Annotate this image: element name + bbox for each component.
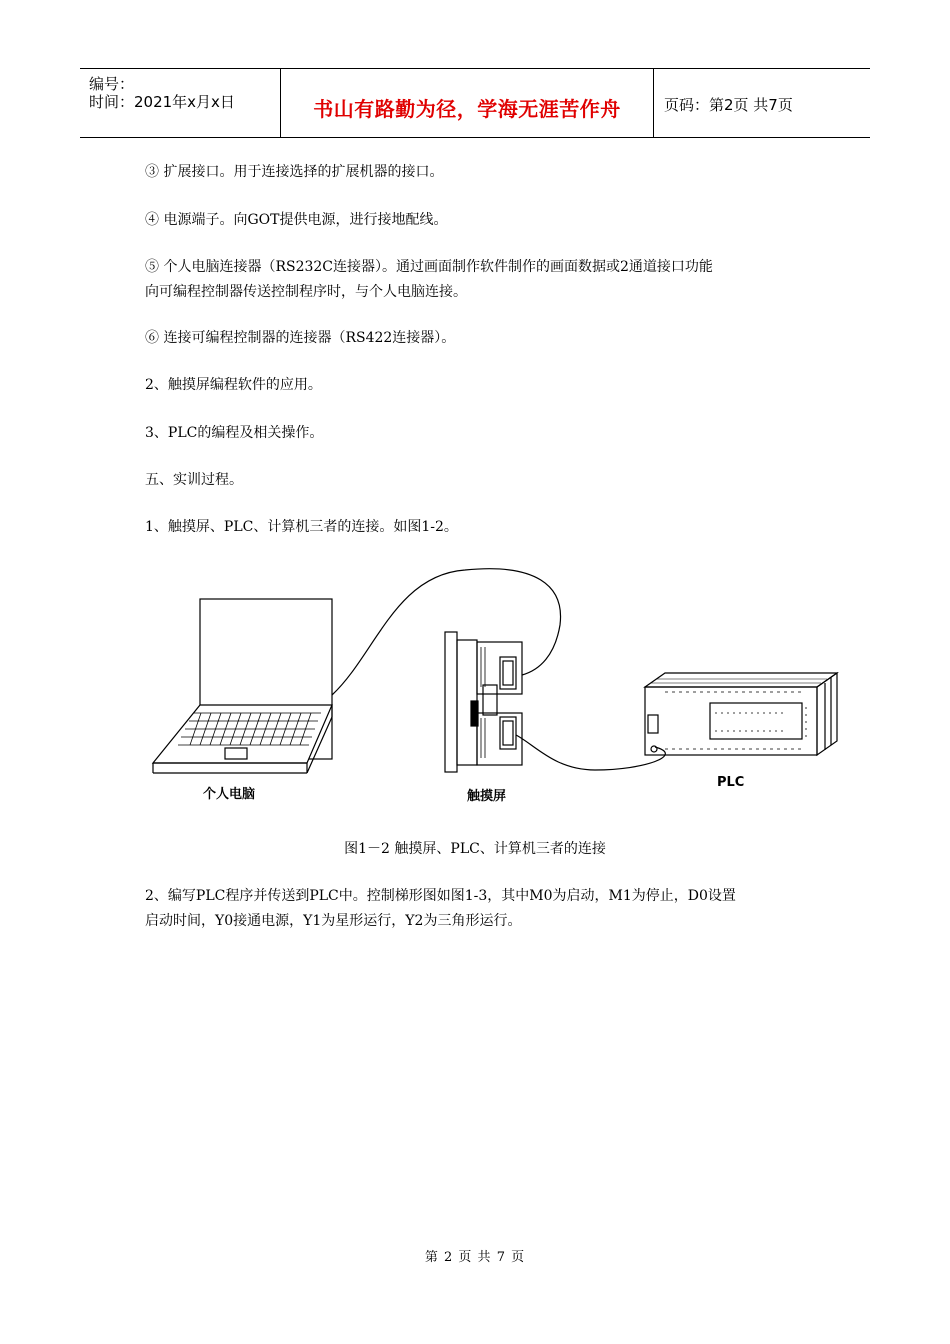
touchscreen-label: 触摸屏 — [467, 789, 507, 804]
figure-caption: 图1－2 触摸屏、PLC、计算机三者的连接 — [344, 841, 606, 857]
header-page-cell — [654, 69, 870, 137]
paragraph: 启动时间，Y0接通电源，Y1为星形运行，Y2为三角形运行。 — [145, 913, 522, 929]
section-heading: 五、实训过程。 — [145, 472, 243, 488]
paragraph: 2、编写PLC程序并传送到PLC中。控制梯形图如图1-3，其中M0为启动，M1为停止，D0设置 — [145, 888, 736, 904]
page-footer: 第 2 页 共 7 页 — [424, 1250, 526, 1265]
connection-figure — [145, 555, 850, 815]
page-header — [80, 68, 870, 138]
paragraph: ⑥ 连接可编程控制器的连接器（RS422连接器）。 — [145, 330, 456, 346]
number-label: 编号： — [89, 75, 135, 93]
paragraph: ④ 电源端子。向GOT提供电源，进行接地配线。 — [145, 212, 448, 228]
page-number-label: 页码：第2页 共7页 — [664, 96, 793, 114]
pc-label: 个人电脑 — [203, 787, 256, 802]
laptop-base — [153, 705, 332, 763]
plc-label: PLC — [717, 775, 745, 790]
header-motto-cell — [281, 69, 654, 137]
time-label: 时间：2021年x月x日 — [89, 93, 235, 111]
touchscreen-device — [445, 632, 522, 772]
plc-device — [645, 673, 837, 755]
header-info-cell — [80, 69, 281, 137]
paragraph: 3、PLC的编程及相关操作。 — [145, 425, 324, 441]
paragraph: 向可编程控制器传送控制程序时，与个人电脑连接。 — [145, 284, 467, 300]
paragraph: ⑤ 个人电脑连接器（RS232C连接器）。通过画面制作软件制作的画面数据或2通道接口功能 — [145, 259, 713, 275]
cable-touchscreen-plc — [516, 735, 665, 770]
paragraph: 2、触摸屏编程软件的应用。 — [145, 377, 322, 393]
motto: 书山有路勤为径，学海无涯苦作舟 — [313, 97, 621, 121]
paragraph: 1、触摸屏、PLC、计算机三者的连接。如图1-2。 — [145, 519, 458, 535]
paragraph: ③ 扩展接口。用于连接选择的扩展机器的接口。 — [145, 164, 444, 180]
